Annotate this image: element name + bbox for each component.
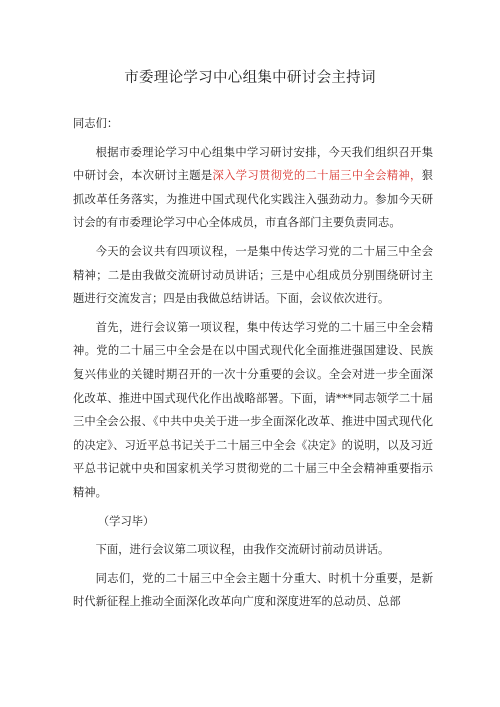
study-complete-note: （学习毕） xyxy=(97,514,155,528)
paragraph-intro-text: 根据市委理论学习中心组集中学习研讨安排，今天我们组织召开集中研讨会，本次研讨主题是 xyxy=(73,145,433,183)
document-body xyxy=(73,112,433,619)
paragraph-agenda: 今天的会议共有四项议程，一是集中传达学习党的二十届三中全会精神；二是由我做交流研讨动员讲话；三是中心组成员分别围绕研讨主题进行交流发言；四是由我做总结讲话。下面，会议依次进行。 xyxy=(73,244,433,306)
paragraph-intro-text-cont: 狠抓改革任务落实，为推进中国式现代化实践注入强劲动力。参加今天研讨会的有市委理论学习中心全体成员，市直各部门主要负责同志。 xyxy=(73,169,433,230)
highlighted-theme: 深入学习贯彻党的二十届三中全会精神， xyxy=(212,169,422,183)
paragraph-first-item: 首先，进行会议第一项议程，集中传达学习党的二十届三中全会精神。党的二十届三中全会是在以中国式现代化全面推进强国建设、民族复兴伟业的关键时期召开的一次十分重要的会议。全会对进一步全面深化改革、推进中国式现代化作出战略部署。下面，请***同志领学二十届三中全会公报、《中共中央关于进一步全面深化改革、推进中国式现代化的决定》、习近平总书记关于二十届三中全会《决定》的说明，以及习近平总书记就中央和国家机关学习贯彻党的二十届三中全会精神重要指示精神。 xyxy=(73,320,433,499)
document-title: 市委理论学习中心组集中研讨会主持词 xyxy=(124,70,376,86)
paragraph-second-item: 下面，进行会议第二项议程，由我作交流研讨前动员讲话。 xyxy=(95,543,390,557)
salutation: 同志们： xyxy=(73,117,119,130)
paragraph-intro xyxy=(73,141,433,235)
paragraph-speech: 同志们，党的二十届三中全会主题十分重大、时机十分重要，是新时代新征程上推动全面深化改革向广度和深度进军的总动员、总部 xyxy=(73,571,433,609)
